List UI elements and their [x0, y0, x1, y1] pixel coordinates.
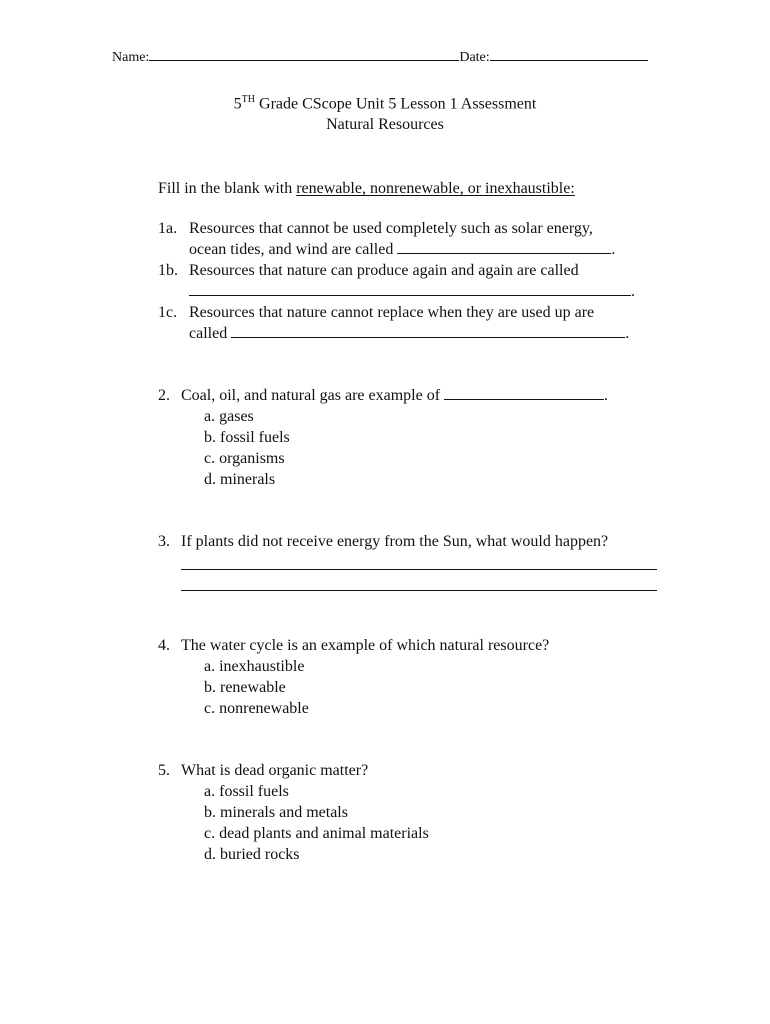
title-grade-number: 5 [233, 95, 242, 113]
name-label: Name: [112, 50, 150, 65]
instructions [158, 180, 575, 198]
q1c-line-2 [189, 325, 629, 343]
q3-number: 3. [158, 533, 170, 550]
q2-text-row [181, 387, 608, 405]
q2-text: Coal, oil, and natural gas are example of [181, 387, 441, 404]
q2-number: 2. [158, 387, 170, 404]
q3-answer-line-2[interactable] [181, 590, 657, 591]
q5-option-d[interactable] [204, 846, 300, 864]
date-label: Date: [459, 50, 490, 65]
option-text: fossil fuels [219, 783, 289, 800]
q1b-period: . [631, 283, 635, 300]
q5-text: What is dead organic matter? [181, 762, 369, 779]
option-letter: a. [204, 408, 216, 425]
q3-text: If plants did not receive energy from the Sun, what would happen? [181, 533, 609, 550]
option-text: inexhaustible [219, 658, 305, 675]
option-text: gases [219, 408, 254, 425]
option-letter: d. [204, 471, 216, 488]
q2-option-d[interactable] [204, 471, 275, 489]
option-text: buried rocks [220, 846, 300, 863]
q1c-line-2-text: called [189, 325, 228, 342]
q1a-period: . [611, 241, 616, 258]
title-line-2: Natural Resources [326, 116, 444, 133]
q5-number: 5. [158, 762, 170, 779]
q5-option-b[interactable] [204, 804, 348, 822]
option-text: minerals [220, 471, 276, 488]
q1a-line-1: Resources that cannot be used completely such as solar energy, [189, 220, 593, 237]
title-line-1-text: Grade CScope Unit 5 Lesson 1 Assessment [255, 95, 537, 113]
q4-option-c[interactable] [204, 700, 309, 718]
name-row [112, 48, 648, 66]
option-letter: a. [204, 658, 216, 675]
date-blank[interactable] [490, 48, 648, 61]
title-line-1 [0, 94, 770, 113]
q1c-period: . [625, 325, 630, 342]
q2-option-c[interactable] [204, 450, 285, 468]
option-text: organisms [219, 450, 285, 467]
option-text: minerals and metals [220, 804, 348, 821]
option-letter: b. [204, 804, 216, 821]
q2-option-a[interactable] [204, 408, 254, 426]
q4-text: The water cycle is an example of which natural resource? [181, 637, 550, 654]
q1c-line-1: Resources that nature cannot replace when they are used up are [189, 304, 595, 321]
option-text: dead plants and animal materials [219, 825, 429, 842]
q1c-answer-blank[interactable] [231, 325, 625, 338]
option-letter: c. [204, 700, 216, 717]
q1b-line-1: Resources that nature can produce again and again are called [189, 262, 579, 279]
option-letter: d. [204, 846, 216, 863]
q1a-line-2-text: ocean tides, and wind are called [189, 241, 394, 258]
option-letter: c. [204, 825, 216, 842]
q4-number: 4. [158, 637, 170, 654]
title-grade-superscript: TH [241, 94, 256, 105]
option-letter: c. [204, 450, 216, 467]
q2-period: . [604, 387, 609, 404]
q4-option-b[interactable] [204, 679, 286, 697]
q1c-number: 1c. [158, 304, 178, 321]
q5-option-a[interactable] [204, 783, 289, 801]
q1a-number: 1a. [158, 220, 178, 237]
name-blank[interactable] [149, 48, 459, 61]
q2-option-b[interactable] [204, 429, 290, 447]
q1b-line-2 [189, 283, 635, 301]
q5-option-c[interactable] [204, 825, 429, 843]
option-text: nonrenewable [219, 700, 309, 717]
q4-option-a[interactable] [204, 658, 304, 676]
q3-answer-line-1[interactable] [181, 569, 657, 570]
q2-answer-blank[interactable] [444, 387, 604, 400]
option-letter: b. [204, 679, 216, 696]
q1b-number: 1b. [158, 262, 178, 279]
option-text: renewable [220, 679, 286, 696]
instructions-options: renewable, nonrenewable, or inexhaustible: [296, 180, 575, 197]
option-text: fossil fuels [220, 429, 290, 446]
q1a-line-2 [189, 241, 615, 259]
q1b-answer-blank[interactable] [189, 283, 631, 296]
option-letter: b. [204, 429, 216, 446]
instructions-prefix: Fill in the blank with [158, 180, 297, 197]
q1a-answer-blank[interactable] [397, 241, 611, 254]
option-letter: a. [204, 783, 216, 800]
